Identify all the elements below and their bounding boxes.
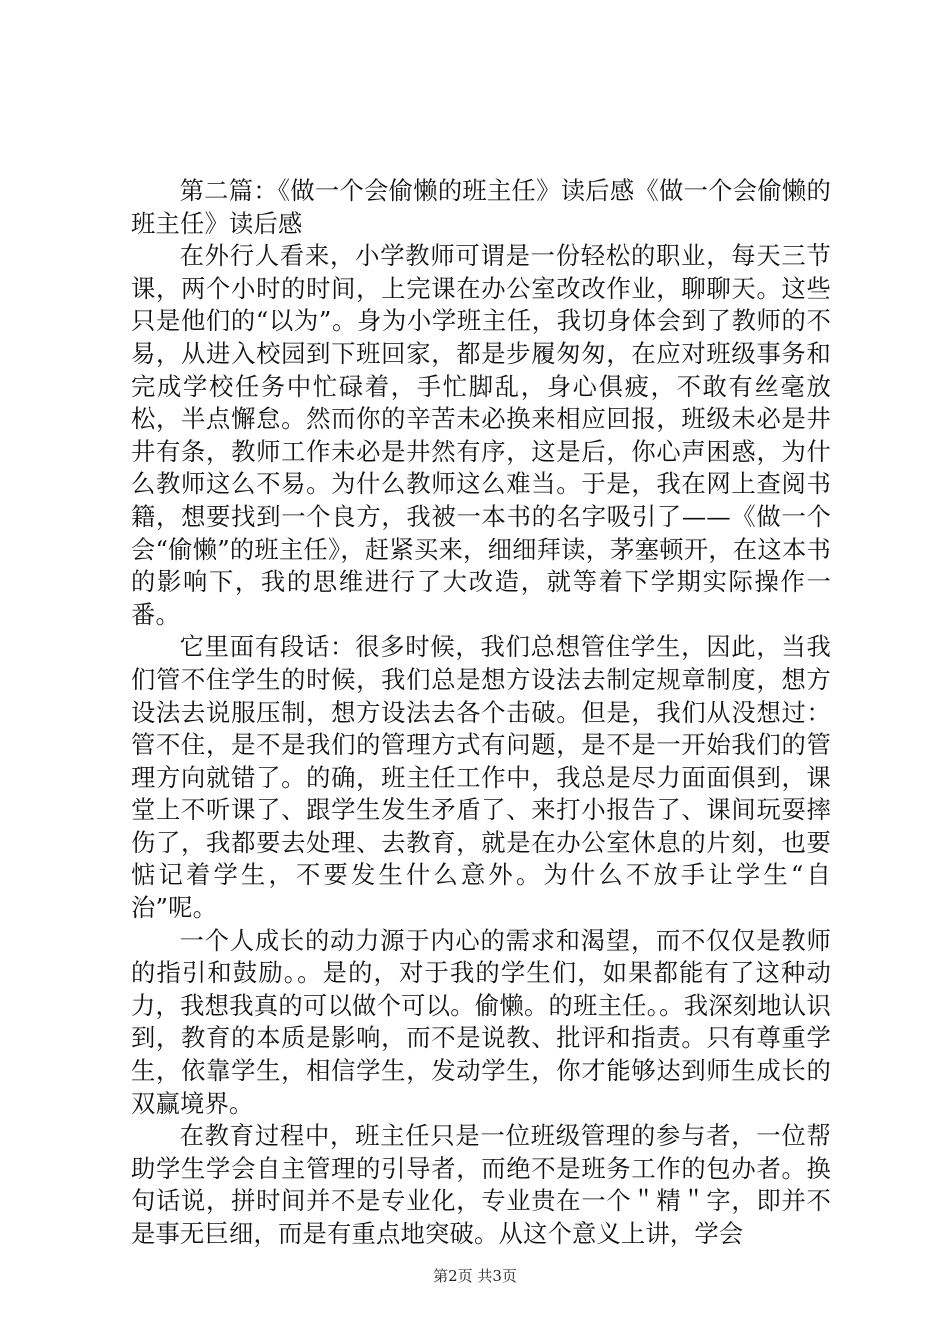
body-paragraph: 一个人成长的动力源于内心的需求和渴望，而不仅仅是教师的指引和鼓励。。是的，对于我的学生们，如果都能有了这种动力，我想我真的可以做个可以。偷懒。的班主任。。我深刻地认识到，教育的本质是影响，而不是说教、批评和指责。只有尊重学生，依靠学生，相信学生，发动学生，你才能够达到师生成长的双赢境界。 — [131, 925, 831, 1118]
heading-paragraph: 第二篇：《做一个会偷懒的班主任》读后感《做一个会偷懒的班主任》读后感 — [131, 176, 831, 238]
document-body — [131, 175, 831, 1251]
body-paragraph: 在教育过程中，班主任只是一位班级管理的参与者，一位帮助学生学会自主管理的引导者，而绝不是班务工作的包办者。换句话说，拼时间并不是专业化，专业贵在一个＂精＂字，即并不是事无巨细，而是有重点地突破。从这个意义上讲，学会 — [131, 1121, 831, 1248]
page-footer — [0, 1266, 950, 1286]
body-paragraph: 在外行人看来，小学教师可谓是一份轻松的职业，每天三节课，两个小时的时间，上完课在办公室改改作业，聊聊天。这些只是他们的“以为”。身为小学班主任，我切身体会到了教师的不易，从进入校园到下班回家，都是步履匆匆，在应对班级事务和完成学校任务中忙碌着，手忙脚乱，身心俱疲，不敢有丝毫放松，半点懈怠。然而你的辛苦未必换来相应回报，班级未必是井井有条，教师工作未必是井然有序，这是后，你心声困惑，为什么教师这么不易。为什么教师这么难当。于是，我在网上查阅书籍，想要找到一个良方，我被一本书的名字吸引了——《做一个会“偷懒”的班主任》，赶紧买来，细细拜读，茅塞顿开，在这本书的影响下，我的思维进行了大改造，就等着下学期实际操作一番。 — [131, 241, 831, 629]
body-paragraph: 它里面有段话：很多时候，我们总想管住学生，因此，当我们管不住学生的时候，我们总是想方设法去制定规章制度，想方设法去说服压制，想方设法去各个击破。但是，我们从没想过：管不住，是不是我们的管理方式有问题，是不是一开始我们的管理方向就错了。的确，班主任工作中，我总是尽力面面俱到，课堂上不听课了、跟学生发生矛盾了、来打小报告了、课间玩耍摔伤了，我都要去处理、去教育，就是在办公室休息的片刻，也要惦记着学生，不要发生什么意外。为什么不放手让学生“自治”呢。 — [131, 632, 831, 923]
page-number-label: 第2页 共3页 — [433, 1267, 517, 1285]
